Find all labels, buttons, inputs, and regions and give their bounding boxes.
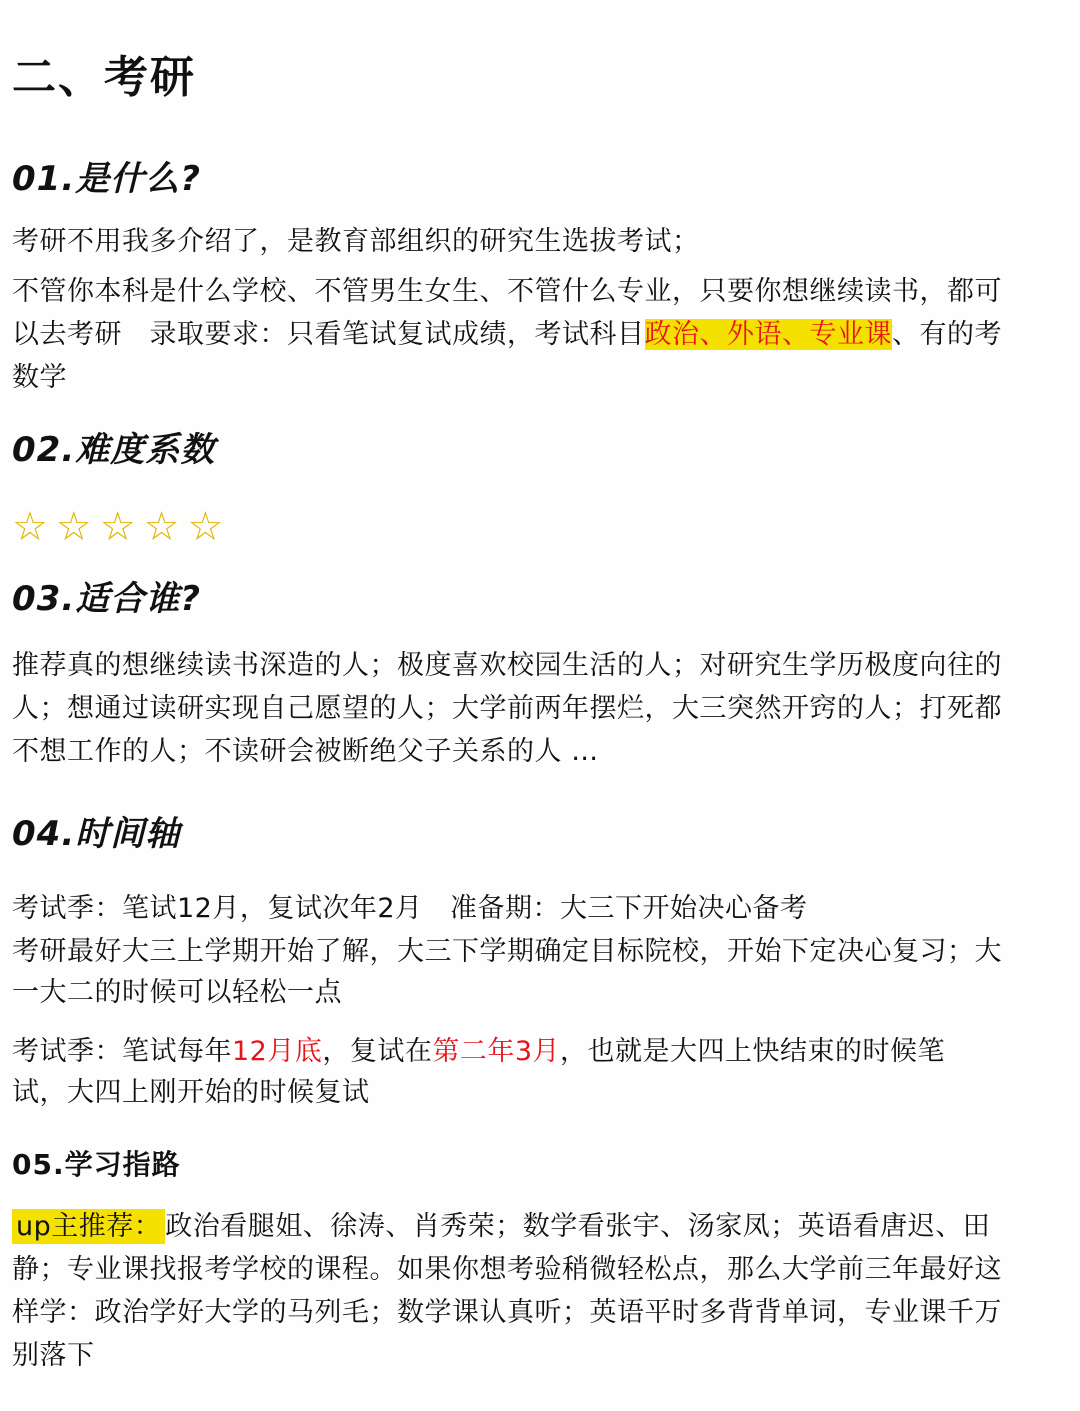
what-line1: 考研不用我多介绍了，是教育部组织的研究生选拔考试； [12,226,700,257]
page-title: 二、考研 [12,52,196,103]
star-icon: ☆ [55,504,98,550]
section-heading-timeline: 04.时间轴 [12,814,181,854]
timeline-line1: 考试季：笔试12月，复试次年2月 准备期：大三下开始决心备考 [12,893,808,924]
section-heading-what: 01.是什么? [12,159,201,199]
section-heading-guide: 05.学习指路 [12,1148,181,1181]
star-icon: ☆ [99,504,142,550]
section-heading-difficulty: 02.难度系数 [12,430,216,470]
what-text-before: 不管你本科是什么学校、不管男生女生、不管什么专业，只要你想继续读书，都可以去考研 录取要求：只看笔试复试成绩，考试科目 [12,276,1002,350]
timeline-text-b: ，复试在 [322,1036,433,1067]
subjects-highlight: 政治、外语、专业课 [644,319,892,350]
what-text-after: 、有的考数学 [12,319,1002,393]
up-recommend-tag: up主推荐： [12,1209,165,1244]
star-icon: ☆ [12,504,54,550]
timeline-line2: 考研最好大三上学期开始了解，大三下学期确定目标院校，开始下定决心复习；大一大二的时候可以轻松一点 [12,936,1002,1008]
what-paragraph [12,270,1002,399]
timeline-text-a: 考试季：笔试每年 [12,1036,232,1067]
difficulty-rating [12,505,1012,549]
timeline-text-c: ，也就是大四上快结束的时候笔试，大四上刚开始的时候复试 [12,1036,946,1108]
retest-date-red: 第二年3月 [432,1036,561,1067]
exam-date-red: 12月底 [232,1036,323,1067]
who-paragraph: 推荐真的想继续读书深造的人；极度喜欢校园生活的人；对研究生学历极度向往的人；想通过读研实现自己愿望的人；大学前两年摆烂，大三突然开窍的人；打死都不想工作的人；不读研会被断绝父子关系的人 … [12,650,1002,767]
guide-paragraph [12,1205,1012,1377]
star-icon: ☆ [187,504,230,550]
star-icon: ☆ [143,504,186,550]
guide-text: 政治看腿姐、徐涛、肖秀荣；数学看张宇、汤家凤；英语看唐迟、田静；专业课找报考学校的课程。如果你想考验稍微轻松点，那么大学前三年最好这样学：政治学好大学的马列毛；数学课认真听；英语平时多背背单词，专业课千万别落下 [12,1211,1002,1371]
timeline-paragraph [12,1031,997,1113]
section-heading-who: 03.适合谁? [12,579,201,619]
